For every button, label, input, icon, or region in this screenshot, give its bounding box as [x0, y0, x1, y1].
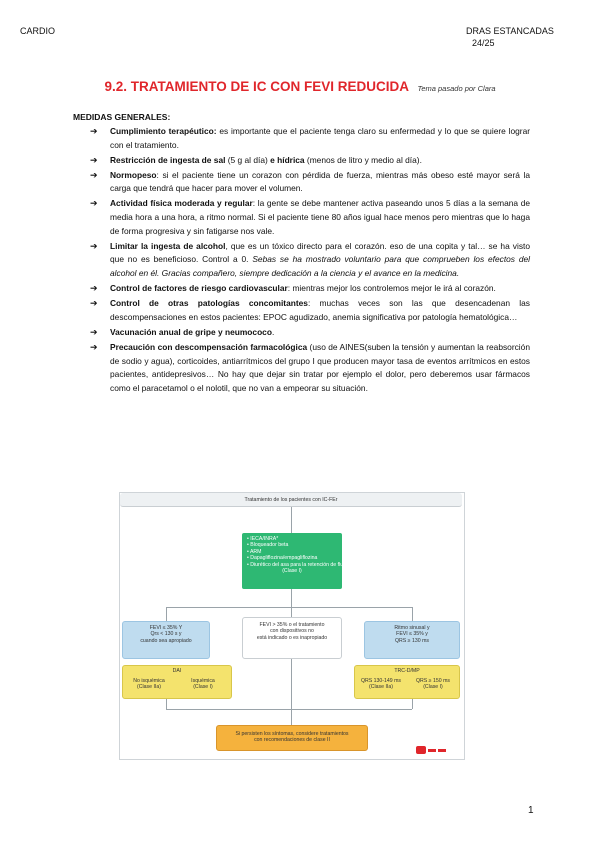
flow-dai-a	[125, 678, 173, 691]
flow-text: • Bloqueador beta	[247, 542, 289, 549]
flow-text: Si persisten los síntomas, considere tratamientos	[235, 731, 349, 737]
list-item	[90, 341, 530, 395]
connector-line	[412, 699, 413, 709]
flow-top-box: Tratamiento de los pacientes con IC-FEr	[120, 493, 462, 507]
item-text: : mientras mejor los controlemos mejor le irá al corazón.	[287, 283, 496, 294]
connector-line	[166, 709, 412, 710]
flow-left-box	[122, 621, 210, 659]
item-bold: Restricción de ingesta de sal	[110, 154, 226, 165]
measures-list	[90, 125, 530, 397]
item-bold: e hídrica	[270, 154, 305, 165]
item-text: : muchas veces son las que desencadenan las descompensaciones en estos pacientes: EPOC agudizado, anemia significativa por patología hematológica…	[110, 298, 530, 322]
flow-text: Ritmo sinusal y	[394, 625, 430, 631]
header-left: CARDIO	[20, 26, 56, 36]
flow-text: FEVI ≤ 35% y	[396, 631, 428, 638]
arrow-icon: ➔	[90, 326, 98, 337]
flow-text: está indicado o es inapropiado	[256, 634, 328, 641]
flow-text: QRS ≥ 150 ms	[416, 678, 450, 684]
flow-bottom-box	[216, 725, 368, 751]
item-bold: Limitar la ingesta de alcohol	[110, 240, 226, 251]
item-italic: Sebas se ha mostrado voluntario para que comprueben los efectos del alcohol en él. Gracias compañero, siempre dedicación a la ciencia y el avance en la medicina.	[110, 254, 530, 278]
flow-text: (Clase IIa)	[137, 684, 161, 691]
connector-line	[166, 607, 167, 621]
item-bold: Precaución con descompensación farmacológica	[110, 341, 308, 352]
item-text: (menos de litro y medio al día).	[304, 154, 422, 165]
arrow-icon: ➔	[90, 298, 98, 309]
arrow-icon: ➔	[90, 341, 98, 352]
connector-line	[166, 699, 167, 709]
connector-line	[291, 589, 292, 607]
page-title: 9.2. TRATAMIENTO DE IC CON FEVI REDUCIDA	[104, 79, 409, 94]
flow-text: QRS 130-149 ms	[360, 678, 402, 684]
item-bold: Normopeso	[110, 169, 157, 180]
flow-text: (Clase I)	[193, 684, 213, 691]
flow-text: DAI	[172, 668, 182, 674]
list-item	[90, 154, 530, 168]
flow-text: • ARM	[247, 548, 262, 555]
header-year: 24/25	[472, 38, 495, 48]
item-bold: Actividad física moderada y regular	[110, 198, 253, 209]
flow-text: cuando sea apropiado	[140, 637, 192, 644]
flow-text: con dispositivos no	[270, 628, 314, 635]
flow-text: No isquémica	[133, 678, 165, 684]
list-item	[90, 297, 530, 324]
flow-trc-box	[354, 665, 460, 699]
section-heading: MEDIDAS GENERALES:	[73, 112, 171, 122]
flow-dai-b	[179, 678, 227, 691]
item-text: , que es un tóxico directo para el corazón. eso de una copita y tal… se ha visto que no es beneficioso. Control a 0.	[110, 240, 530, 265]
flow-text: Isquémica	[191, 678, 215, 684]
connector-line	[412, 607, 413, 621]
list-item	[90, 125, 530, 152]
arrow-icon: ➔	[90, 240, 98, 251]
flow-first-line-box	[242, 533, 353, 589]
connector-line	[166, 607, 412, 608]
connector-line	[291, 709, 292, 725]
item-bold: Control de factores de riesgo cardiovascular	[110, 283, 288, 294]
title-row	[0, 78, 600, 96]
flow-text: Qrs < 130 s y	[150, 631, 182, 638]
flow-text: (Clase IIa)	[369, 684, 393, 691]
item-bold: Vacunación anual de gripe y neumococo	[110, 326, 272, 337]
list-item	[90, 169, 530, 196]
flow-right-box	[364, 621, 460, 659]
arrow-icon: ➔	[90, 169, 98, 180]
flow-text: (Clase I)	[423, 684, 443, 691]
connector-line	[291, 659, 292, 709]
item-text: (uso de AINES(suben la tensión y aumentan la reabsorción de sodio y agua), corticoides, antiarrítmicos del grupo I que producen mayor tasa de eventos arrítmicos en estos pacientes, antidepresivos… No hay que dejar sin tratar por ejemplo el dolor, pero deberemos usar fármacos como el paracetamol o el nolotil, que no van a empeorar su situación.	[110, 341, 530, 393]
flow-text: • Diurético del asa para la retención de fluidos	[247, 561, 353, 568]
flow-center-box	[242, 617, 342, 659]
arrow-icon: ➔	[90, 198, 98, 209]
flow-text: • Dapagliflozina/empagliflozina	[247, 555, 318, 562]
flow-text: QRS ≥ 130 ms	[395, 637, 429, 644]
list-item	[90, 282, 530, 296]
flow-text: (Clase I)	[282, 568, 302, 575]
treatment-flowchart	[119, 492, 465, 760]
flow-trc-a	[357, 678, 405, 691]
list-item	[90, 197, 530, 238]
flow-dai-box	[122, 665, 232, 699]
publisher-logo-icon	[416, 745, 460, 755]
item-text: (5 g al día)	[225, 154, 271, 165]
item-text: : la gente se debe mantener activa paseando unos 5 días a la semana de media hora a una hora, a ritmo normal. Si el paciente tiene 80 años igual hace menos pero mientras que lo haga de forma progresiva y sin fatigarse nos vale.	[110, 198, 531, 236]
item-bold: Control de otras patologías concomitantes	[110, 298, 308, 309]
item-text: es importante que el paciente tenga claro su enfermedad y lo que se quiere lograr con el tratamiento.	[110, 126, 531, 150]
item-text: : si el paciente tiene un corazon con pérdida de fuerza, mientras más obeso esté mayor será la carga que tendrá que hacer para mover el volumen.	[110, 169, 530, 194]
page-subtitle: Tema pasado por Clara	[417, 84, 496, 93]
list-item	[90, 240, 530, 281]
header-right: DRAS ESTANCADAS	[466, 26, 554, 36]
flow-trc-b	[409, 678, 457, 691]
flow-text: FEVI ≤ 35% Y	[149, 625, 183, 631]
flow-text: FEVI > 35% o el tratamiento	[259, 622, 325, 628]
connector-line	[291, 507, 292, 533]
arrow-icon: ➔	[90, 154, 98, 165]
flow-text: TRC-D/MP	[394, 668, 420, 674]
page-number: 1	[528, 805, 534, 816]
flow-text: • IECA/INRA*	[247, 536, 279, 542]
flow-text: con recomendaciones de clase II	[254, 737, 330, 744]
list-item	[90, 326, 530, 340]
arrow-icon: ➔	[90, 126, 98, 136]
arrow-icon: ➔	[90, 283, 98, 294]
item-text: .	[271, 326, 275, 337]
connector-line	[291, 607, 292, 617]
item-bold: Cumplimiento terapéutico:	[110, 126, 217, 136]
